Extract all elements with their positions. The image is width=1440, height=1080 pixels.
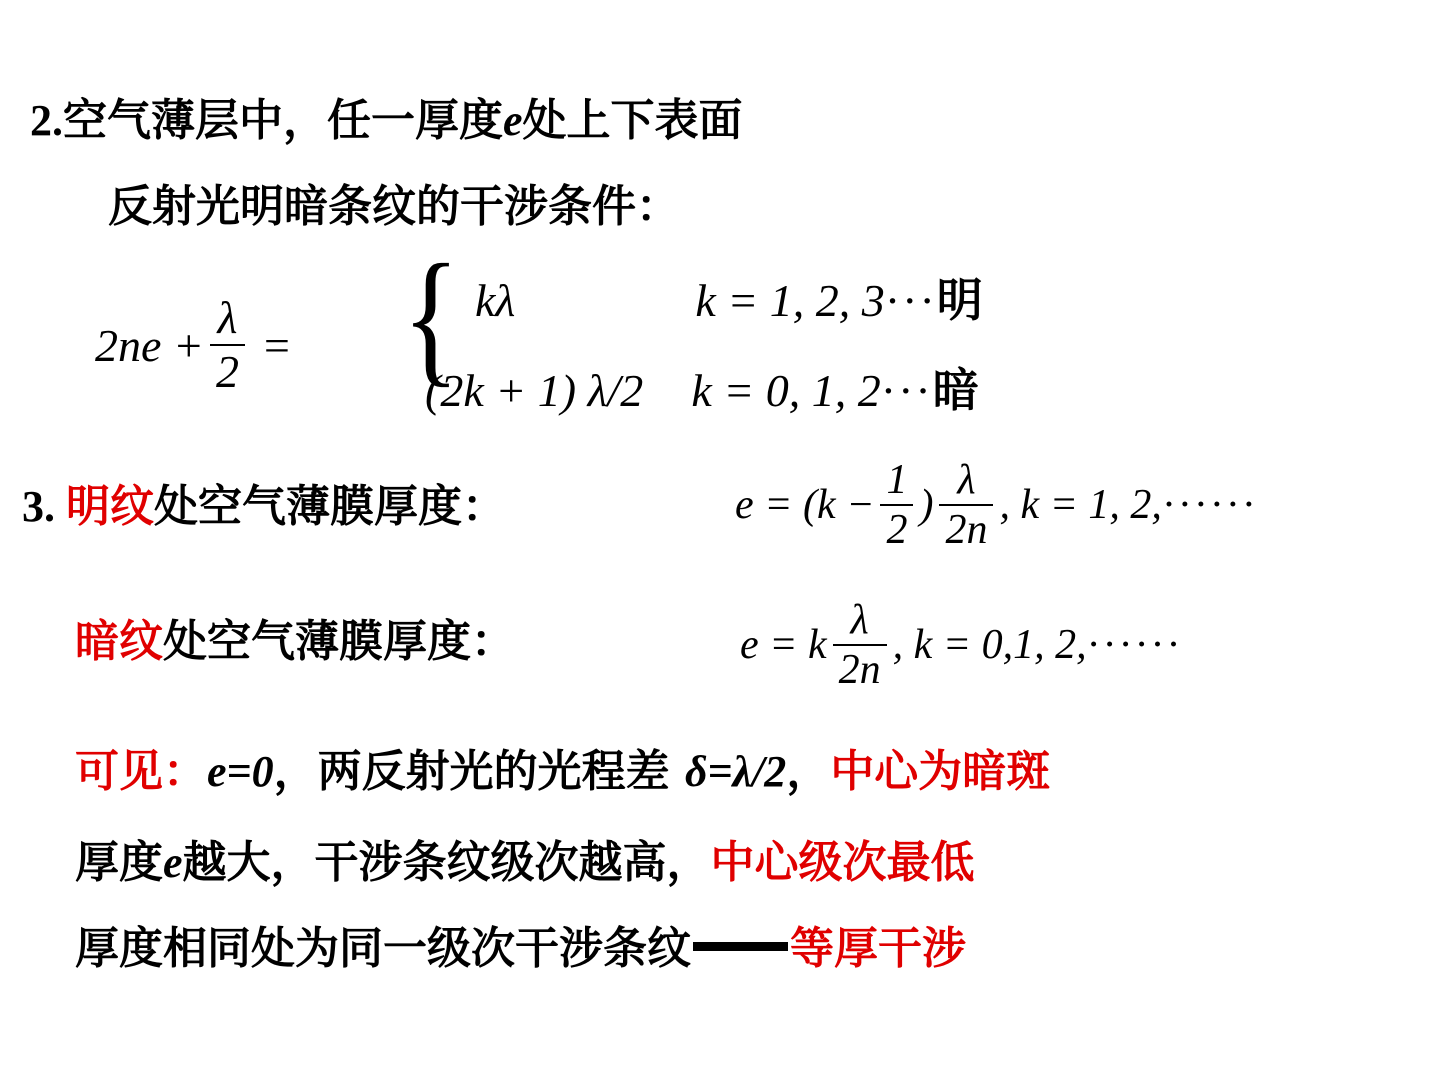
eq-bright-lambda-fraction: [939, 458, 993, 552]
equation-lhs: [95, 294, 292, 397]
conclusion2-red: 中心级次最低: [710, 837, 975, 888]
item3-number: 3.: [22, 482, 55, 531]
eq-bright-half-den: 2: [886, 507, 908, 554]
branch-dark-label: 暗: [932, 363, 979, 417]
equation-main: [95, 234, 1345, 425]
em-dash-rule: [693, 942, 788, 951]
conclusion1-prefix: 可见：: [75, 746, 207, 797]
branch-bright-expression: kλ: [475, 275, 516, 326]
fraction-numerator: λ: [217, 292, 238, 343]
eq-dark-lhs: e = k: [740, 622, 827, 669]
equation-dark-thickness: [740, 598, 1183, 692]
item2-line2: 反射光明暗条纹的干涉条件：: [108, 181, 680, 232]
item2-number: 2.: [30, 96, 63, 145]
left-brace-icon: {: [402, 234, 460, 400]
eq-bright-lambda-num: λ: [957, 457, 976, 503]
branch-bright-condition: k = 1, 2, 3: [695, 275, 885, 326]
item2-line1-tail: 处上下表面: [522, 95, 743, 146]
conclusion1-suffix: 中心为暗斑: [830, 746, 1051, 797]
item3-dark-label: [75, 605, 515, 669]
eq-bright-dots: ······: [1161, 482, 1258, 529]
item2-line1-text: 空气薄层中，任一厚度: [63, 95, 503, 146]
branch-dark-dots: ···: [880, 365, 933, 416]
item3-bright-label: [22, 470, 506, 534]
branch-dark-condition: k = 0, 1, 2: [691, 365, 881, 416]
branch-bright-dots: ···: [884, 275, 937, 326]
item3-dark-keyword: 暗纹: [75, 616, 163, 667]
eq-dark-lambda-num: λ: [850, 597, 869, 643]
item2-line1: [30, 96, 743, 147]
conclusion1-comma: ，: [786, 746, 831, 797]
conclusion1-delta: δ=λ/2: [684, 747, 787, 796]
eq-bright-half-num: 1: [886, 457, 908, 503]
eq-bright-lambda-den: 2n: [945, 507, 988, 554]
eq-bright-tail: , k = 1, 2,: [999, 482, 1162, 529]
item3-bright-keyword: 明纹: [66, 481, 154, 532]
conclusion3-black: 厚度相同处为同一级次干涉条纹: [75, 923, 691, 974]
conclusion-line-1: [75, 735, 1050, 799]
conclusion2-b: 越大，干涉条纹级次越高，: [182, 837, 711, 888]
item2-line1-var: e: [503, 96, 523, 145]
eq-dark-tail: , k = 0,1, 2,: [892, 622, 1087, 669]
equation-bright-thickness: [735, 458, 1258, 552]
eq-dark-lambda-den: 2n: [838, 647, 881, 694]
conclusion2-var: e: [163, 838, 183, 887]
equation-branch-bright: [475, 264, 983, 330]
conclusion1-formula: e=0: [207, 747, 274, 796]
lambda-over-two-fraction: [210, 294, 245, 397]
eq-bright-paren: ): [919, 482, 934, 529]
equation-equals: =: [260, 319, 293, 371]
item3-dark-text: 处空气薄膜厚度：: [163, 616, 515, 667]
conclusion-line-3: [75, 912, 966, 976]
item3-bright-text: 处空气薄膜厚度：: [154, 481, 506, 532]
conclusion2-a: 厚度: [75, 837, 163, 888]
eq-dark-lambda-fraction: [833, 598, 887, 692]
eq-bright-half-bar: [880, 504, 913, 506]
eq-bright-half-fraction: [880, 458, 913, 552]
eq-bright-lhs: e = (k −: [735, 482, 875, 529]
conclusion1-mid: ，两反射光的光程差: [273, 746, 685, 797]
eq-dark-dots: ······: [1086, 622, 1183, 669]
equation-branch-dark: [425, 354, 979, 420]
branch-dark-expression: (2k + 1) λ/2: [425, 365, 644, 416]
eq-dark-lambda-bar: [833, 644, 887, 646]
equation-lhs-text: 2ne +: [95, 319, 204, 371]
branch-bright-label: 明: [936, 273, 983, 327]
conclusion3-red: 等厚干涉: [790, 923, 966, 974]
fraction-denominator: 2: [215, 346, 239, 398]
conclusion-line-2: [75, 826, 975, 890]
eq-bright-lambda-bar: [939, 504, 993, 506]
